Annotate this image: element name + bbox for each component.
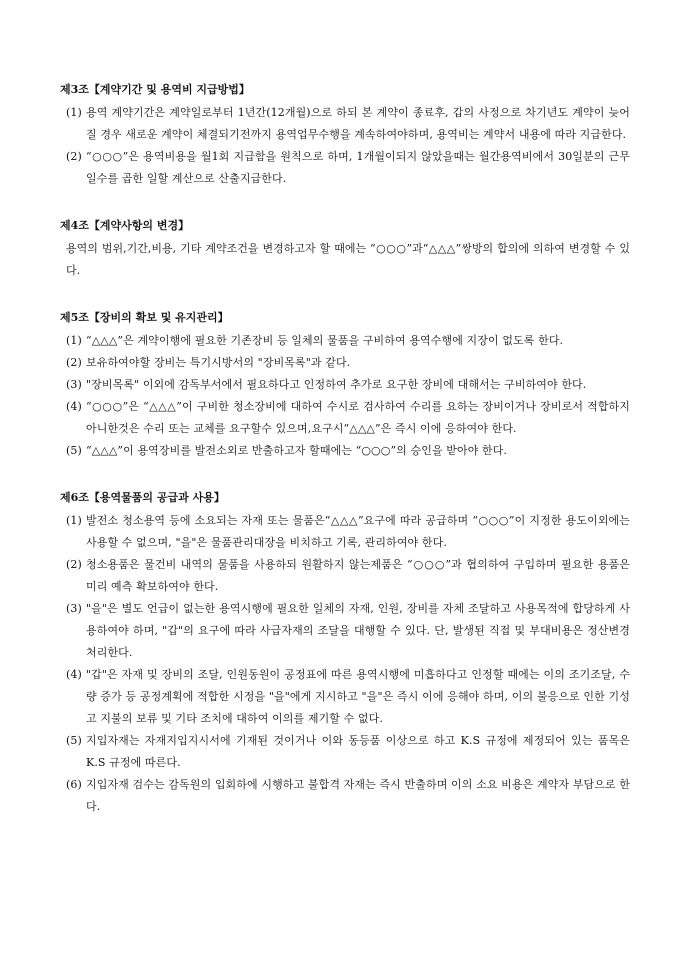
item-number: (1) <box>66 334 82 347</box>
item-text: 청소용품은 물건비 내역의 물품을 사용하되 원활하지 않는제품은 “○○○”과 협의하여 구입하며 필요한 용품은 미리 예측 확보하여야 한다. <box>86 558 630 593</box>
item-text: 지입자재는 자재지입지시서에 기재된 것이거나 이와 동등품 이상으로 하고 K.S 규정에 제정되어 있는 품목은 K.S 규정에 따른다. <box>86 734 630 769</box>
list-item <box>60 664 630 730</box>
article-title: 제5조【장비의 확보 및 유지관리】 <box>60 311 229 324</box>
item-number: (1) <box>66 106 82 119</box>
article-body: 용역의 범위,기간,비용, 기타 계약조건을 변경하고자 할 때에는 “○○○”과“△△△”쌍방의 합의에 의하여 변경할 수 있다. <box>66 242 630 277</box>
list-item <box>60 440 630 462</box>
list-item <box>60 598 630 664</box>
list-item <box>60 554 630 598</box>
item-number: (4) <box>66 400 82 413</box>
item-text: “○○○”은 “△△△”이 구비한 청소장비에 대하여 수시로 검사하여 수리를 요하는 장비이거나 장비로서 적합하지 아니한것은 수리 또는 교체를 요구할수 있으며,요구시“△△△”은 즉시 이에 응하여야 한다. <box>86 400 630 435</box>
list-item <box>60 730 630 774</box>
article-4 <box>60 218 630 282</box>
item-number: (2) <box>66 356 82 369</box>
item-text: “△△△”은 계약이행에 필요한 기존장비 등 일체의 물품을 구비하여 용역수행에 지장이 없도록 한다. <box>86 334 564 347</box>
item-text: "갑"은 자재 및 장비의 조달, 인원동원이 공정표에 따른 용역시행에 미흡하다고 인정할 때에는 이의 조기조달, 수량 증가 등 공정계획에 적합한 시정을 "을"에게 지시하고 "을"은 즉시 이에 응해야 하며, 이의 불응으로 인한 기성고 지불의 보류 및 기타 조치에 대하여 이의를 제기할 수 없다. <box>86 668 630 725</box>
item-number: (3) <box>66 378 82 391</box>
item-number: (1) <box>66 514 82 527</box>
item-text: “○○○”은 용역비용을 월1회 지급함을 원칙으로 하며, 1개월이되지 않았을때는 월간용역비에서 30일분의 근무일수를 곱한 일할 계산으로 산출지급한다. <box>86 150 630 185</box>
item-text: “△△△”이 용역장비를 발전소외로 반출하고자 할때에는 “○○○”의 승인을 받아야 한다. <box>86 444 508 457</box>
item-number: (4) <box>66 668 82 681</box>
item-number: (5) <box>66 734 82 747</box>
item-text: 지입자재 검수는 감독원의 입회하에 시행하고 불합격 자재는 즉시 반출하며 이의 소요 비용은 계약자 부담으로 한다. <box>86 778 630 813</box>
list-item <box>60 146 630 190</box>
list-item <box>60 102 630 146</box>
item-number: (2) <box>66 558 82 571</box>
item-text: "장비목록" 이외에 감독부서에서 필요하다고 인정하여 추가로 요구한 장비에 대해서는 구비하여야 한다. <box>86 378 587 391</box>
item-number: (2) <box>66 150 82 163</box>
item-text: 용역 계약기간은 계약일로부터 1년간(12개월)으로 하되 본 계약이 종료후, 갑의 사정으로 차기년도 계약이 늦어질 경우 새로운 계약이 체결되기전까지 용역업무수행을 계속하여야하며, 용역비는 계약서 내용에 따라 지급한다. <box>86 106 630 141</box>
item-text: "을"은 별도 언급이 없는한 용역시행에 필요한 일체의 자재, 인원, 장비를 자체 조달하고 사용목적에 합당하게 사용하여야 하며, "갑"의 요구에 따라 사급자재의 조달을 대행할 수 있다. 단, 발생된 직접 및 부대비용은 정산변경 처리한다. <box>86 602 630 659</box>
list-item <box>60 330 630 352</box>
item-number: (5) <box>66 444 82 457</box>
article-6 <box>60 490 630 818</box>
article-3 <box>60 82 630 190</box>
list-item <box>60 774 630 818</box>
article-title: 제6조【용역물품의 공급과 사용】 <box>60 491 225 504</box>
item-number: (3) <box>66 602 82 615</box>
article-title: 제4조【계약사항의 변경】 <box>60 219 190 232</box>
list-item <box>60 352 630 374</box>
list-item <box>60 396 630 440</box>
list-item <box>60 374 630 396</box>
item-number: (6) <box>66 778 82 791</box>
article-5 <box>60 310 630 462</box>
article-title: 제3조【계약기간 및 용역비 지급방법】 <box>60 83 250 96</box>
item-text: 발전소 청소용역 등에 소요되는 자재 또는 물품은“△△△”요구에 따라 공급하며 “○○○”이 지정한 용도이외에는 사용할 수 없으며, "을"은 물품관리대장을 비치하고 기록, 관리하여야 한다. <box>86 514 630 549</box>
list-item <box>60 510 630 554</box>
item-text: 보유하여야할 장비는 특기시방서의 "장비목록"과 같다. <box>86 356 351 369</box>
